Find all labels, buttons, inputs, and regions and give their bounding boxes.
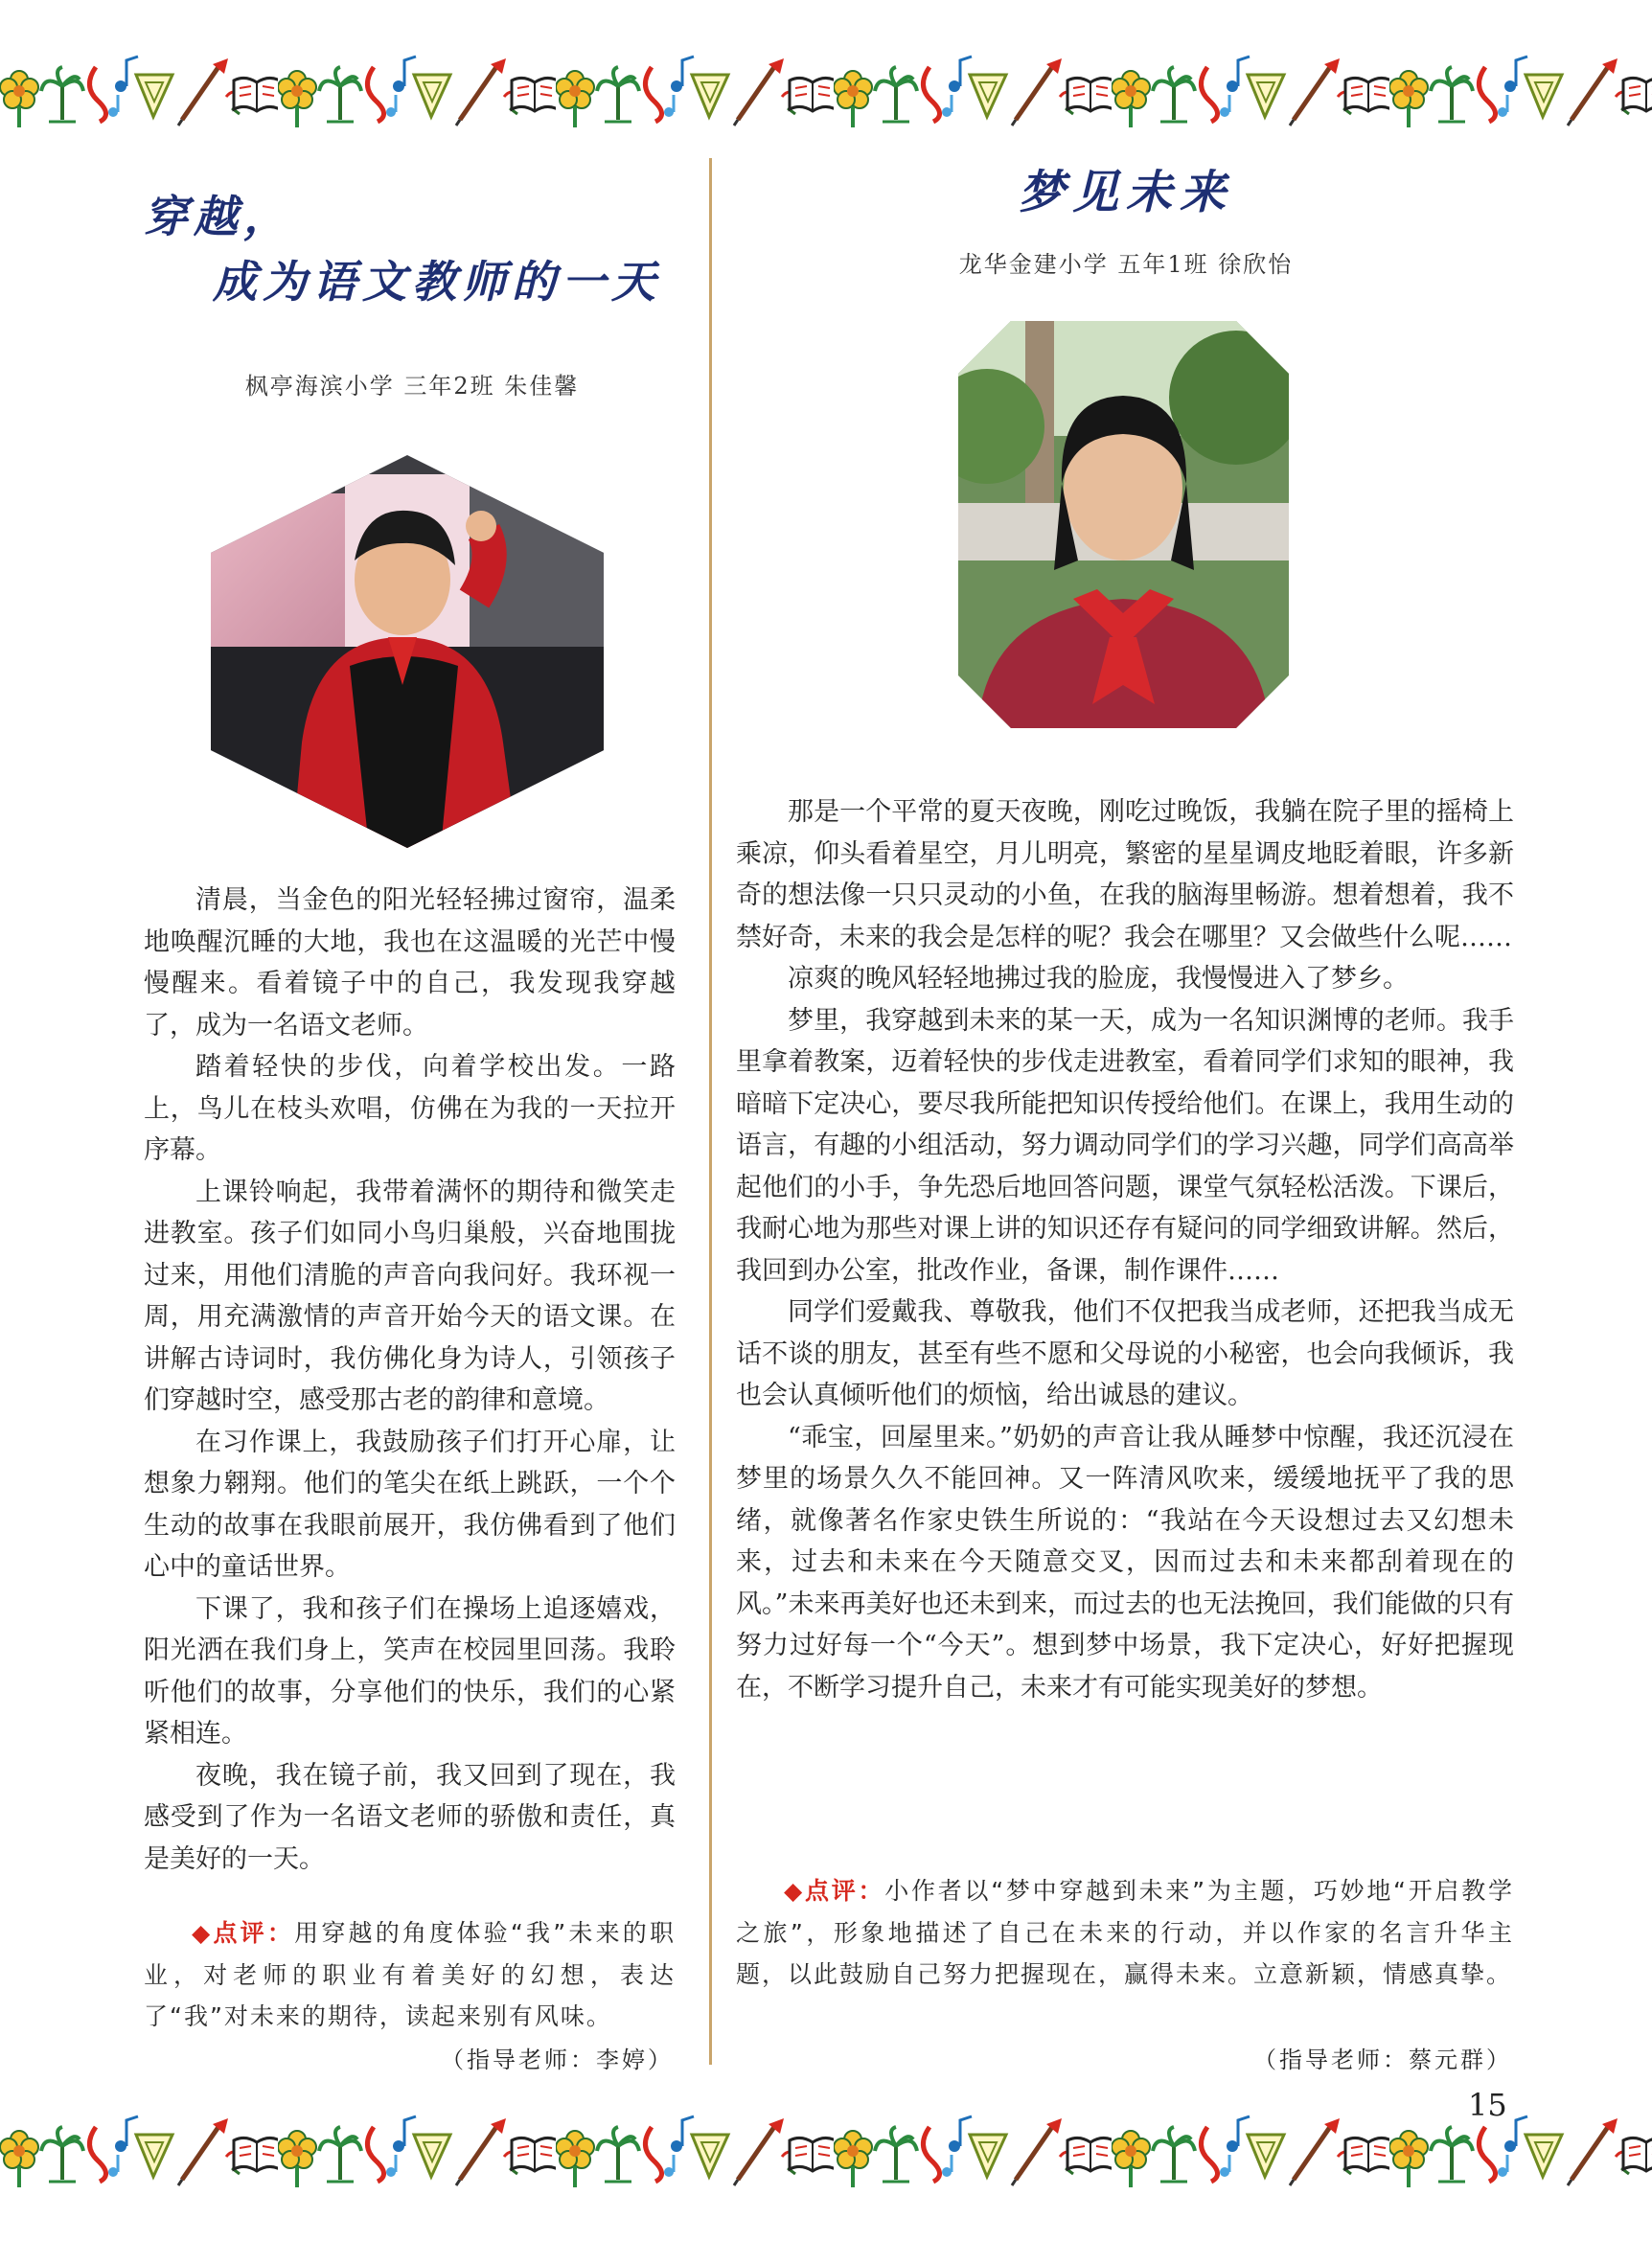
left-article-comment (144, 1912, 676, 2038)
left-article-title-line1: 穿越， (144, 191, 293, 242)
top-decorative-border (0, 38, 1652, 134)
comment-diamond-icon: ◆ (192, 1919, 214, 1947)
right-paragraph-4: 同学们爱戴我、尊敬我，他们不仅把我当成老师，还把我当成无话不谈的朋友，甚至有些不愿和父母说的小秘密，也会向我倾诉，我也会认真倾听他们的烦恼，给出诚恳的建议。 (736, 1297, 1514, 1410)
right-paragraph-5: “乖宝，回屋里来。”奶奶的声音让我从睡梦中惊醒，我还沉浸在梦里的场景久久不能回神。又一阵清风吹来，缓缓地抚平了我的思绪，就像著名作家史铁生所说的：“我站在今天设想过去又幻想未来，过去和未来在今天随意交叉，因而过去和未来都刮着现在的风。”未来再美好也还未到来，而过去的也无法挽回，我们能做的只有努力过好每一个“今天”。想到梦中场景，我下定决心，好好把握现在，不断学习提升自己，未来才有可能实现美好的梦想。 (736, 1422, 1514, 1703)
column-divider (709, 158, 712, 2065)
comment-text: 用穿越的角度体验“我”未来的职业，对老师的职业有着美好的幻想，表达了“我”对未来的期待，读起来别有风味。 (144, 1919, 677, 2030)
comment-label: 点评： (213, 1919, 295, 1947)
left-paragraph-1: 清晨，当金色的阳光轻轻拂过窗帘，温柔地唤醒沉睡的大地，我也在这温暖的光芒中慢慢醒来。看着镜子中的自己，我发现我穿越了，成为一名语文老师。 (144, 885, 676, 1040)
right-article-mentor: （指导老师：蔡元群） (1253, 2047, 1512, 2073)
left-paragraph-2: 踏着轻快的步伐，向着学校出发。一路上，鸟儿在枝头欢唱，仿佛在为我的一天拉开序幕。 (144, 1052, 676, 1165)
left-author-photo (211, 455, 604, 848)
right-author-photo (958, 321, 1289, 728)
left-paragraph-5: 下课了，我和孩子们在操场上追逐嬉戏，阳光洒在我们身上，笑声在校园里回荡。我聆听他们的故事，分享他们的快乐，我们的心紧紧相连。 (144, 1593, 676, 1749)
page-number: 15 (1468, 2087, 1507, 2123)
bottom-decorative-border (0, 2098, 1652, 2194)
comment-text: 小作者以“梦中穿越到未来”为主题，巧妙地“开启教学之旅”，形象地描述了自己在未来的行动，并以作家的名言升华主题，以此鼓励自己努力把握现在，赢得未来。立意新颖，情感真挚。 (736, 1877, 1514, 1988)
right-article-byline: 龙华金建小学 五年1班 徐欣怡 (958, 251, 1294, 278)
left-article-mentor: （指导老师：李婷） (441, 2047, 674, 2073)
right-article-title: 梦见未来 (1018, 166, 1233, 219)
right-article-body (736, 791, 1514, 1708)
border-pattern-top (0, 38, 1652, 134)
right-paragraph-2: 凉爽的晚风轻轻地拂过我的脸庞，我慢慢进入了梦乡。 (788, 964, 1409, 994)
left-paragraph-3: 上课铃响起，我带着满怀的期待和微笑走进教室。孩子们如同小鸟归巢般，兴奋地围拢过来，用他们清脆的声音向我问好。我环视一周，用充满激情的声音开始今天的语文课。在讲解古诗词时，我仿佛化身为诗人，引领孩子们穿越时空，感受那古老的韵律和意境。 (144, 1177, 676, 1415)
right-paragraph-1: 那是一个平常的夏天夜晚，刚吃过晚饭，我躺在院子里的摇椅上乘凉，仰头看着星空，月儿明亮，繁密的星星调皮地眨着眼，许多新奇的想法像一只只灵动的小鱼，在我的脑海里畅游。想着想着，我不禁好奇，未来的我会是怎样的呢？我会在哪里？又会做些什么呢…… (736, 797, 1514, 952)
left-article-body (144, 880, 676, 1880)
right-article-comment (736, 1870, 1514, 1996)
left-paragraph-4: 在习作课上，我鼓励孩子们打开心扉，让想象力翱翔。他们的笔尖在纸上跳跃，一个个生动的故事在我眼前展开，我仿佛看到了他们心中的童话世界。 (144, 1427, 676, 1582)
left-paragraph-6: 夜晚，我在镜子前，我又回到了现在，我感受到了作为一名语文老师的骄傲和责任，真是美好的一天。 (144, 1760, 676, 1874)
left-article-byline: 枫亭海滨小学 三年2班 朱佳馨 (244, 373, 580, 400)
right-paragraph-3: 梦里，我穿越到未来的某一天，成为一名知识渊博的老师。我手里拿着教案，迈着轻快的步伐走进教室，看着同学们求知的眼神，我暗暗下定决心，要尽我所能把知识传授给他们。在课上，我用生动的语言，有趣的小组活动，努力调动同学们的学习兴趣，同学们高高举起他们的小手，争先恐后地回答问题，课堂气氛轻松活泼。下课后，我耐心地为那些对课上讲的知识还存有疑问的同学细致讲解。然后，我回到办公室，批改作业，备课，制作课件…… (736, 1005, 1514, 1286)
border-pattern-bottom (0, 2098, 1652, 2194)
comment-label: 点评： (804, 1877, 885, 1905)
comment-diamond-icon: ◆ (784, 1877, 805, 1905)
left-article-title-line2: 成为语文教师的一天 (213, 256, 661, 308)
